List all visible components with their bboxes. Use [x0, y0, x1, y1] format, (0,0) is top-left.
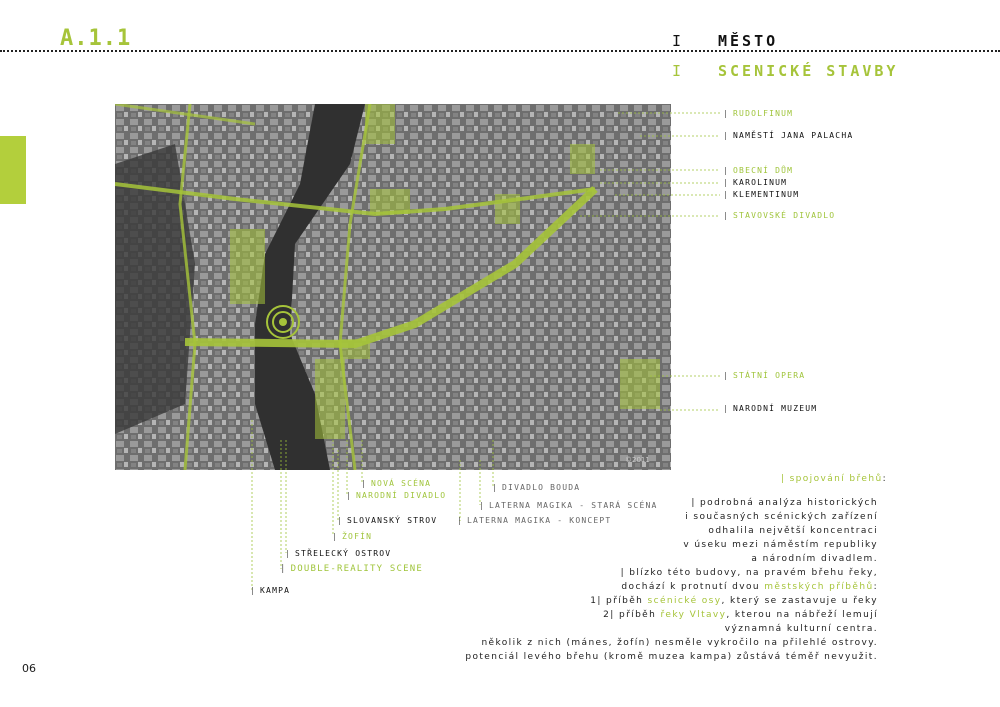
- label-laterna-magika-koncept: | LATERNA MAGIKA - KONCEPT: [457, 516, 611, 525]
- para1-line4: v úseku mezi náměstím republiky: [683, 540, 878, 550]
- label-laterna-magika-stara-scena: | LATERNA MAGIKA - STARÁ SCÉNA: [479, 501, 658, 510]
- para1-line1: | podrobná analýza historických: [691, 498, 878, 508]
- label-klementinum: | KLEMENTINUM: [723, 190, 799, 199]
- para2-line1: | blízko této budovy, na pravém břehu řeky,: [620, 568, 878, 578]
- section-code: A.1.1: [60, 26, 132, 51]
- label-strelecky-ostrov: | STŘELECKÝ OSTROV: [285, 549, 391, 558]
- label-karolinum: | KAROLINUM: [723, 178, 787, 187]
- para1-line2: i současných scénických zařízení: [685, 512, 878, 522]
- label-narodni-muzeum: | NARODNÍ MUZEUM: [723, 404, 817, 413]
- label-namesti-jana-palacha: | NAMĚSTÍ JANA PALACHA: [723, 131, 853, 140]
- label-kampa: | KAMPA: [250, 586, 290, 595]
- title-bar: I: [672, 32, 685, 50]
- label-divadlo-bouda: | DIVADLO BOUDA: [492, 483, 580, 492]
- section-heading: | spojování břehů:: [780, 474, 887, 484]
- label-zofin: | ŽOFÍN: [332, 532, 372, 541]
- page-subtitle: I SCENICKÉ STAVBY: [672, 62, 899, 80]
- page-title: I MĚSTO: [672, 32, 779, 50]
- label-double-reality-scene: | DOUBLE-REALITY SCENE: [280, 564, 423, 574]
- label-narodni-divadlo: | NARODNÍ DIVADLO: [346, 491, 446, 500]
- para3-line2: 2| příběh řeky Vltavy, kterou na nábřeží lemují: [603, 610, 878, 620]
- para4-line1: několik z nich (mánes, žofín) nesměle vykročilo na přilehlé ostrovy.: [481, 638, 878, 648]
- map-watermark: ©2011: [625, 456, 650, 464]
- para4-line2: potenciál levého břehu (kromě muzea kampa) zůstává téměř nevyužit.: [465, 652, 878, 662]
- label-stavovske-divadlo: | STAVOVSKÉ DIVADLO: [723, 211, 835, 220]
- label-statni-opera: | STÁTNÍ OPERA: [723, 371, 805, 380]
- para3-line3: významná kulturní centra.: [724, 624, 878, 634]
- page-number: 06: [22, 662, 36, 675]
- subtitle-bar: I: [672, 62, 685, 80]
- para1-line5: a národním divadlem.: [751, 554, 878, 564]
- label-obecni-dum: | OBECNÍ DŮM: [723, 166, 793, 175]
- para3-line1: 1| příběh scénické osy, který se zastavuje u řeky: [590, 596, 878, 606]
- para2-line2: dochází k protnutí dvou městských příběhů:: [621, 582, 878, 592]
- label-nova-scena: | NOVÁ SCÉNA: [361, 479, 431, 488]
- label-rudolfinum: | RUDOLFINUM: [723, 109, 793, 118]
- label-slovansky-ostrov: | SLOVANSKÝ STROV: [337, 516, 437, 525]
- para1-line3: odhalila největší koncentraci: [708, 526, 878, 536]
